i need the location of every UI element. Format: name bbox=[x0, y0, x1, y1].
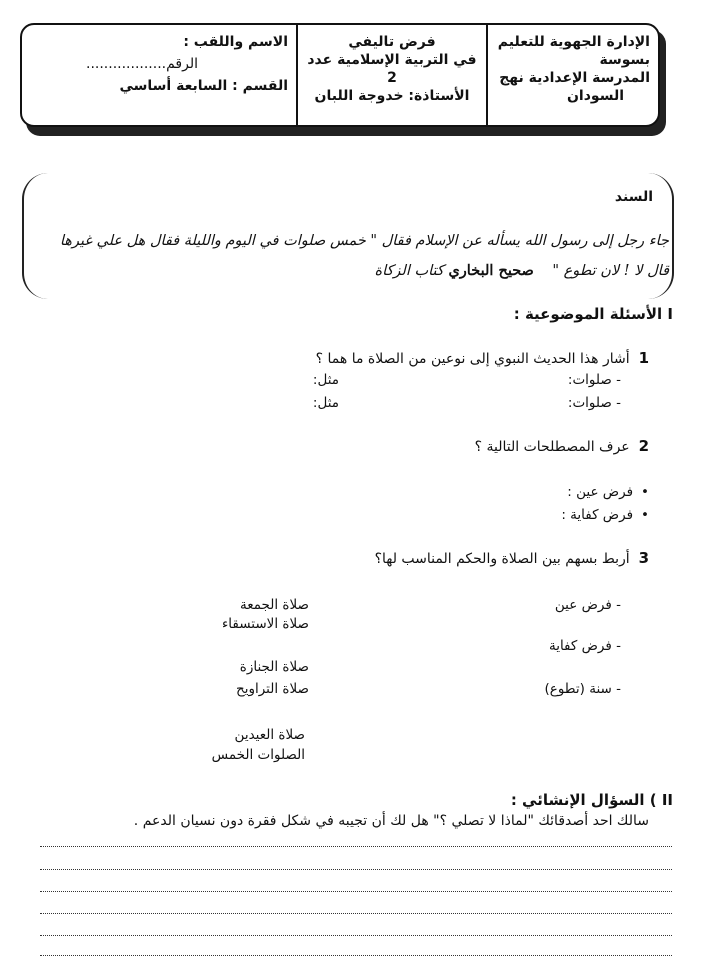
q1-item1-example: مثل: bbox=[312, 372, 339, 388]
sanad-source-bold: صحيح البخاري bbox=[448, 262, 534, 279]
answer-line bbox=[40, 955, 672, 956]
sanad-title: السند bbox=[614, 189, 653, 205]
sanad-source-rest: كتاب الزكاة bbox=[374, 263, 444, 279]
q3-prayer-6: الصلوات الخمس bbox=[211, 747, 305, 763]
exam-subject: في التربية الإسلامية عدد 2 bbox=[307, 52, 477, 86]
q3-prayer-3: صلاة الجنازة bbox=[239, 659, 309, 675]
institution-line1: الإدارة الجهوية للتعليم bbox=[497, 34, 650, 50]
exam-teacher: الأستاذة: خدوجة اللبان bbox=[314, 88, 470, 104]
school-line2: السودان bbox=[566, 88, 624, 104]
school-line1: المدرسة الإعدادية نهج bbox=[499, 70, 650, 86]
q3-ruling-3: - سنة (تطوع) bbox=[544, 681, 621, 697]
q2 bbox=[475, 437, 649, 455]
answer-line bbox=[40, 935, 672, 936]
student-name-label: الاسم واللقب : bbox=[183, 34, 288, 50]
q2-term2: • فرض كفاية : bbox=[561, 507, 649, 523]
q1-number: 1 bbox=[638, 349, 649, 367]
section2-question: سالك احد أصدقائك "لماذا لا تصلي ؟" هل لك أن تجيبه في شكل فقرة دون نسيان الدعم . bbox=[133, 813, 649, 829]
q3 bbox=[375, 549, 649, 567]
sanad-text-line2-a: قال لا ! لان تطوع " bbox=[552, 263, 669, 279]
header-student-cell bbox=[22, 25, 296, 125]
institution-line2: بسوسة bbox=[599, 52, 650, 68]
q3-prayer-5: صلاة العيدين bbox=[234, 727, 305, 743]
q3-number: 3 bbox=[638, 549, 649, 567]
q3-ruling-1: - فرض عين bbox=[554, 597, 621, 613]
q1-text: أشار هذا الحديث النبوي إلى نوعين من الصلاة ما هما ؟ bbox=[315, 351, 630, 367]
q3-text: أربط بسهم بين الصلاة والحكم المناسب لها؟ bbox=[374, 551, 630, 567]
q3-prayer-1: صلاة الجمعة bbox=[239, 597, 309, 613]
sanad-text-line1: جاء رجل إلى رسول الله يسأله عن الإسلام فقال " خمس صلوات في اليوم والليلة فقال هل علي غيرها bbox=[59, 233, 669, 249]
q3-ruling-2: - فرض كفاية bbox=[548, 638, 621, 654]
exam-title: فرض تاليفي bbox=[348, 34, 436, 50]
header-box bbox=[20, 23, 660, 127]
q1-item2-example: مثل: bbox=[312, 395, 339, 411]
sanad-text-line2 bbox=[49, 256, 669, 286]
q1-item2-label: - صلوات: bbox=[567, 395, 621, 411]
q2-term1: • فرض عين : bbox=[567, 484, 649, 500]
student-class-label: القسم : السابعة أساسي bbox=[119, 78, 288, 94]
answer-line bbox=[40, 891, 672, 892]
q3-prayer-4: صلاة التراويح bbox=[235, 681, 309, 697]
student-number-label: الرقم.................. bbox=[86, 56, 198, 72]
answer-line bbox=[40, 869, 672, 870]
answer-line bbox=[40, 846, 672, 847]
q2-number: 2 bbox=[638, 437, 649, 455]
header-exam-cell bbox=[296, 25, 486, 125]
q2-text: عرف المصطلحات التالية ؟ bbox=[474, 439, 630, 455]
q1-item1-label: - صلوات: bbox=[567, 372, 621, 388]
sanad-text bbox=[49, 226, 669, 286]
section1-title: I الأسئلة الموضوعية : bbox=[513, 305, 673, 323]
answer-line bbox=[40, 913, 672, 914]
q1 bbox=[316, 349, 649, 367]
q3-prayer-2: صلاة الاستسقاء bbox=[221, 616, 309, 632]
header-institution-cell bbox=[486, 25, 658, 125]
section2-title: II ) السؤال الإنشائي : bbox=[510, 791, 673, 809]
